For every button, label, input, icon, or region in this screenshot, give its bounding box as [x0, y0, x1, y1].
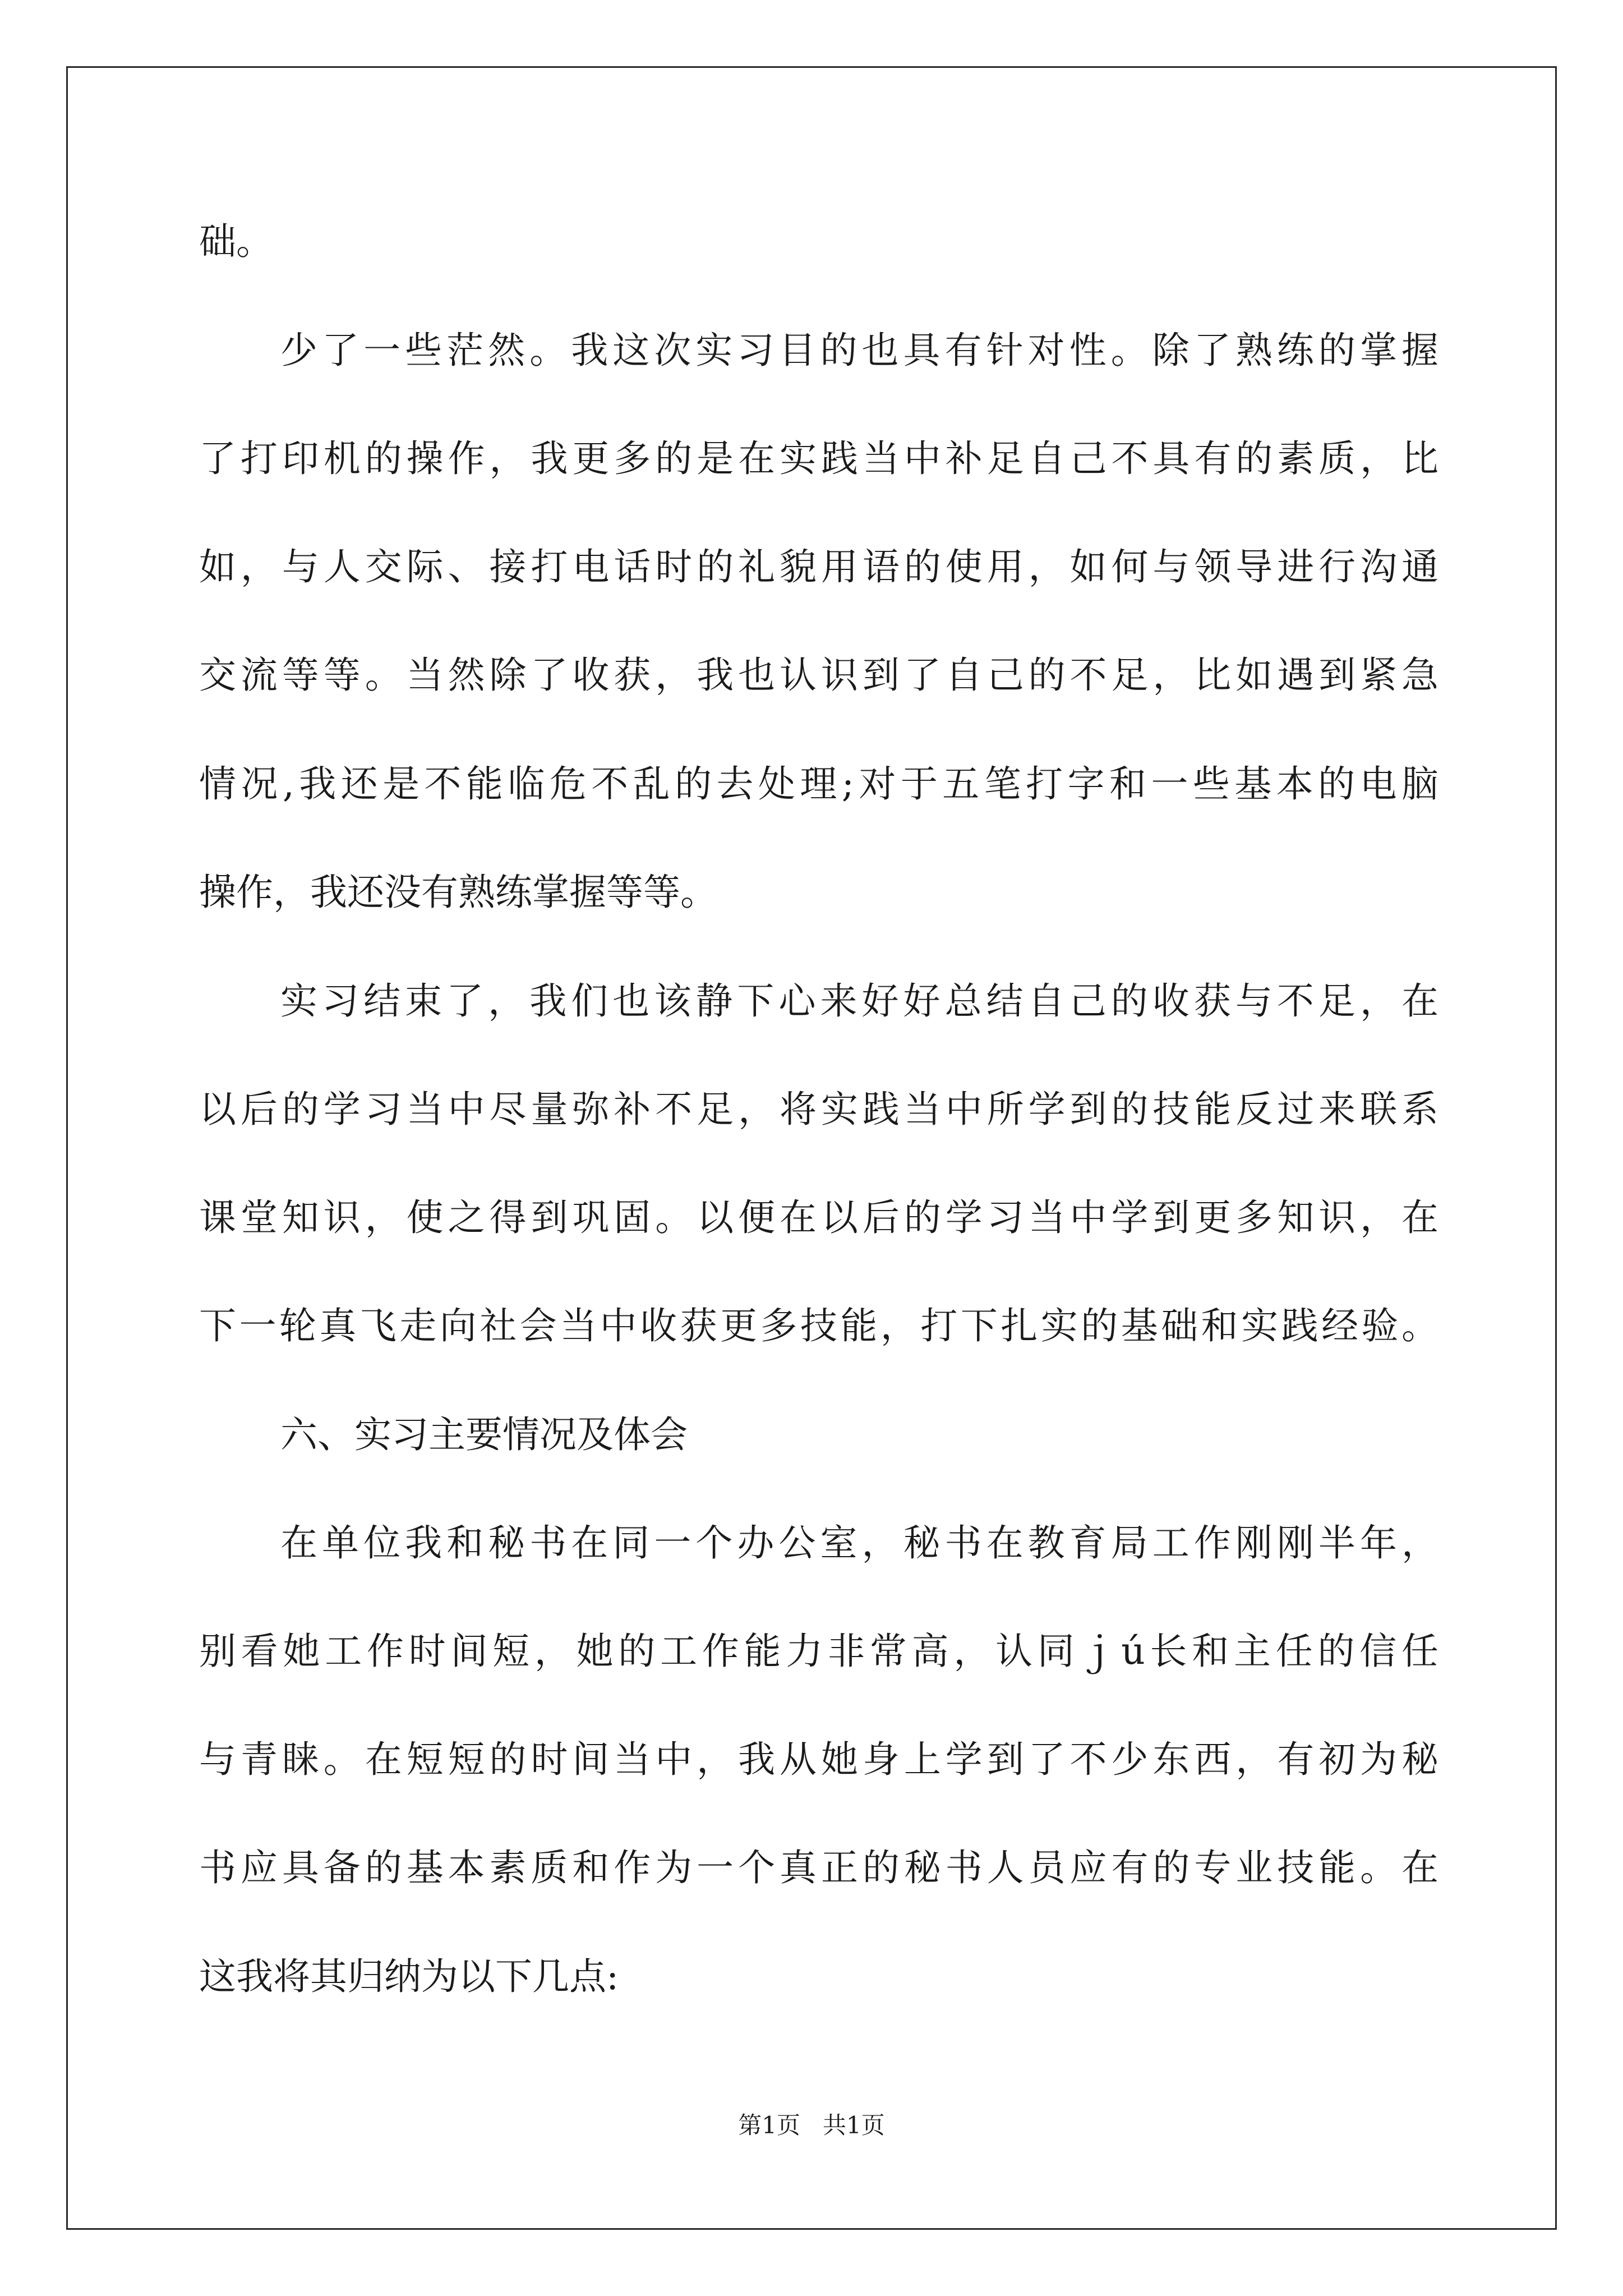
text-line-2: 少了一些茫然。我这次实习目的也具有针对性。除了熟练的掌握	[280, 329, 1438, 372]
text-line-16: 书应具备的基本素质和作为一个真正的秘书人员应有的专业技能。在	[199, 1846, 1438, 1889]
text-line-1: 础。	[199, 220, 273, 263]
page-number-footer: 第1页 共1页	[738, 2111, 885, 2139]
text-line-10: 课堂知识，使之得到巩固。以便在以后的学习当中学到更多知识，在	[199, 1196, 1438, 1239]
text-line-8: 实习结束了，我们也该静下心来好好总结自己的收获与不足，在	[280, 979, 1438, 1023]
text-line-4: 如，与人交际、接打电话时的礼貌用语的使用，如何与领导进行沟通	[199, 545, 1438, 588]
text-line-15: 与青睐。在短短的时间当中，我从她身上学到了不少东西，有初为秘	[199, 1738, 1438, 1781]
text-line-11: 下一轮真飞走向社会当中收获更多技能，打下扎实的基础和实践经验。	[199, 1304, 1438, 1347]
text-line-9: 以后的学习当中尽量弥补不足，将实践当中所学到的技能反过来联系	[199, 1088, 1438, 1131]
text-line-3: 了打印机的操作，我更多的是在实践当中补足自己不具有的素质，比	[199, 437, 1438, 480]
page-border	[66, 66, 1557, 2230]
text-line-13: 在单位我和秘书在同一个办公室，秘书在教育局工作刚刚半年，	[280, 1521, 1438, 1565]
section-heading: 六、实习主要情况及体会	[280, 1413, 688, 1456]
text-line-14: 别看她工作时间短，她的工作能力非常高，认同ｊú长和主任的信任	[199, 1630, 1438, 1673]
text-line-5: 交流等等。当然除了收获，我也认识到了自己的不足，比如遇到紧急	[199, 654, 1438, 697]
text-line-7: 操作，我还没有熟练掌握等等。	[199, 871, 717, 914]
text-line-17: 这我将其归纳为以下几点:	[199, 1955, 619, 1998]
text-line-6: 情况,我还是不能临危不乱的去处理;对于五笔打字和一些基本的电脑	[199, 762, 1438, 806]
